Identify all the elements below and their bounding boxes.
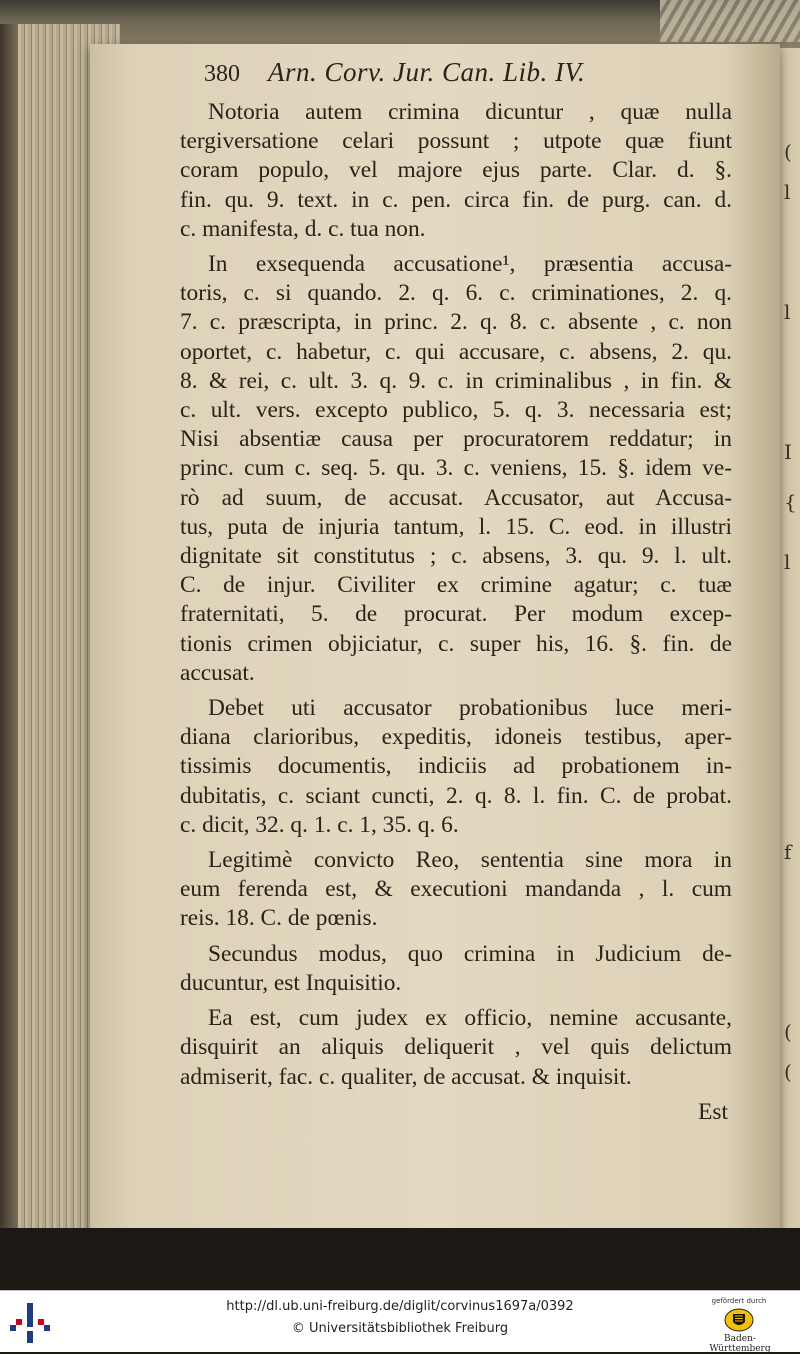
text-line: coram populo, vel majore ejus parte. Clar. d. §. <box>180 157 732 184</box>
paragraph-exsequenda <box>180 250 732 688</box>
running-head: Arn. Corv. Jur. Can. Lib. IV. <box>268 57 586 87</box>
text-line: princ. cum c. seq. 5. qu. 3. c. veniens, 15. §. idem ve- <box>180 455 732 482</box>
text-line: In exsequenda accusatione¹, præsentia accusa- <box>208 251 732 278</box>
text-line: dignitate sit constitutus ; c. absens, 3. qu. 9. l. ult. <box>180 543 732 570</box>
text-line: Notoria autem crimina dicuntur , quæ nulla <box>208 99 732 125</box>
text-line: rò ad suum, de accusat. Accusator, aut Accusa- <box>180 484 732 511</box>
text-line: fraternitati, 5. de procurat. Per modum excep- <box>180 601 732 628</box>
catchword: Est <box>698 1098 728 1125</box>
text-line: toris, c. si quando. 2. q. 6. c. criminationes, 2. q. <box>180 280 732 307</box>
text-line: Secundus modus, quo crimina in Judicium de- <box>208 940 732 967</box>
paragraph-notoria <box>180 98 732 244</box>
text-line: reis. 18. C. de pœnis. <box>180 905 378 932</box>
page-header <box>180 58 732 98</box>
text-line: 8. & rei, c. ult. 3. q. 9. c. in criminalibus , in fin. & <box>180 367 732 394</box>
text-line: admiserit, fac. c. qualiter, de accusat. & inquisit. <box>180 1063 632 1090</box>
facing-page-fragments: ( l l I { l f ( ( <box>784 140 797 1084</box>
text-line: accusat. <box>180 659 255 686</box>
permalink-url[interactable]: http://dl.ub.uni-freiburg.de/diglit/corvinus1697a/0392 <box>226 1299 574 1314</box>
text-line: c. manifesta, d. c. tua non. <box>180 215 426 242</box>
text-line: Ea est, cum judex ex officio, nemine accusante, <box>208 1005 732 1032</box>
text-line: C. de injur. Civiliter ex crimine agatur; c. tuæ <box>180 572 732 599</box>
text-line: disquirit an aliquis deliquerit , vel quis delictum <box>180 1034 732 1061</box>
paragraph-ea-est <box>180 1004 732 1092</box>
text-line: Debet uti accusator probationibus luce meri- <box>208 695 732 722</box>
binding-cord <box>660 0 800 42</box>
text-line: Legitimè convicto Reo, sententia sine mora in <box>208 847 732 874</box>
copyright-notice: © Universitätsbibliothek Freiburg <box>291 1321 509 1336</box>
scanner-background <box>0 1228 800 1290</box>
text-line: dubitatis, c. sciant cuncti, 2. q. 8. l. fin. C. de probat. <box>180 782 732 809</box>
text-line: c. dicit, 32. q. 1. c. 1, 35. q. 6. <box>180 811 459 838</box>
page-number: 380 <box>204 61 240 87</box>
text-line: oportet, c. habetur, c. qui accusare, c. absens, 2. qu. <box>180 338 732 365</box>
text-line: tissimis documentis, indiciis ad probationem in- <box>180 753 732 780</box>
text-line: diana clarioribus, expeditis, idoneis testibus, aper- <box>180 724 732 751</box>
sponsor-name: Baden-Württemberg <box>709 1334 771 1354</box>
paragraph-secundus <box>180 940 732 998</box>
stack-shadow <box>0 24 18 1254</box>
text-line: ducuntur, est Inquisitio. <box>180 969 402 996</box>
paragraph-legitime <box>180 846 732 934</box>
text-line: tionis crimen objiciatur, c. super his, 16. §. fin. de <box>180 630 732 657</box>
text-line: tus, puta de injuria tantum, l. 15. C. eod. in illustri <box>180 513 732 540</box>
baden-wuerttemberg-seal-icon <box>724 1308 754 1332</box>
text-line: 7. c. præscripta, in princ. 2. q. 8. c. absente , c. non <box>180 309 732 336</box>
text-line: eum ferenda est, & executioni mandanda , l. cum <box>180 876 732 903</box>
text-line: tergiversatione celari possunt ; utpote quæ fiunt <box>180 128 732 155</box>
text-line: Nisi absentiæ causa per procuratorem reddatur; in <box>180 426 732 453</box>
sponsor-label: gefördert durch <box>711 1297 767 1305</box>
viewer-footer <box>0 1290 800 1352</box>
text-line: c. ult. vers. excepto publico, 5. q. 3. necessaria est; <box>180 397 732 424</box>
text-line: fin. qu. 9. text. in c. pen. circa fin. de purg. can. d. <box>180 186 732 213</box>
page-text-block <box>180 58 732 1127</box>
paragraph-debet <box>180 694 732 840</box>
